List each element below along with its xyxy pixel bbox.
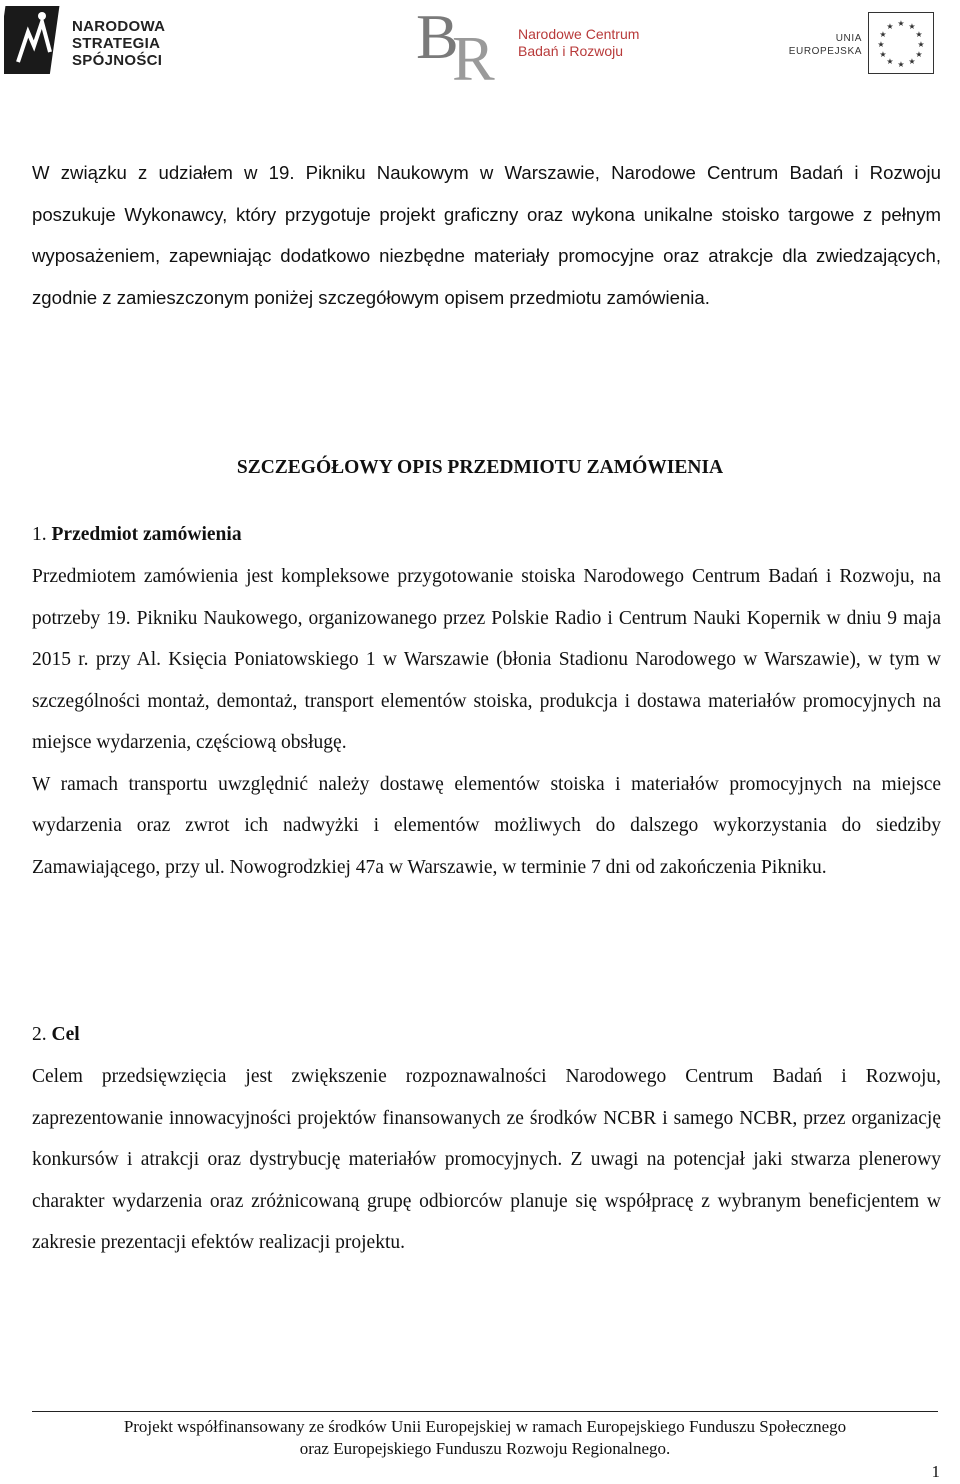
nss-emblem-icon xyxy=(4,2,68,80)
footer-divider xyxy=(32,1411,938,1412)
section-2-heading xyxy=(32,1014,941,1056)
svg-text:★: ★ xyxy=(917,40,925,49)
section-1-heading xyxy=(32,514,941,556)
eu-logo xyxy=(778,10,938,80)
svg-text:★: ★ xyxy=(915,50,923,59)
eu-line2: EUROPEJSKA xyxy=(788,46,862,57)
svg-text:★: ★ xyxy=(908,22,916,31)
section-2-title: Cel xyxy=(51,1024,80,1045)
svg-text:★: ★ xyxy=(879,50,887,59)
nss-logo xyxy=(4,2,184,82)
section-1-title: Przedmiot zamówienia xyxy=(51,524,242,545)
section-2 xyxy=(32,1014,941,1264)
section-1-number: 1. xyxy=(32,524,47,545)
nss-line1: NARODOWA xyxy=(72,18,166,35)
svg-text:★: ★ xyxy=(877,40,885,49)
eu-flag-icon xyxy=(868,12,934,74)
svg-text:★: ★ xyxy=(886,22,894,31)
svg-text:★: ★ xyxy=(886,57,894,66)
svg-text:★: ★ xyxy=(915,30,923,39)
svg-text:★: ★ xyxy=(897,60,905,69)
ncbr-br-icon xyxy=(412,0,512,86)
intro-block xyxy=(32,152,941,318)
ncbr-logo xyxy=(412,0,642,86)
ncbr-line1: Narodowe Centrum xyxy=(518,26,640,42)
section-2-paragraph-1: Celem przedsięwzięcia jest zwiększenie rozpoznawalności Narodowego Centrum Badań i Rozwoju, zaprezentowanie innowacyjności projektów finansowanych ze środków NCBR i samego NCBR, przez organizację konkursów i atrakcji oraz dystrybucję materiałów promocyjnych. Z uwagi na potencjał jaki stwarza plenerowy charakter wydarzenia oraz zróżnicowaną grupę odbiorców planuje się współpracę z wybranym beneficjentem w zakresie prezentacji efektów realizacji projektu. xyxy=(32,1066,941,1253)
svg-text:B: B xyxy=(416,1,459,72)
section-1 xyxy=(32,514,941,888)
intro-paragraph: W związku z udziałem w 19. Pikniku Naukowym w Warszawie, Narodowe Centrum Badań i Rozwoju poszukuje Wykonawcy, który przygotuje projekt graficzny oraz wykona unikalne stoisko targowe z pełnym wyposażeniem, zapewniając dodatkowo niezbędne materiały promocyjne oraz atrakcje dla zwiedzających, zgodnie z zamieszczonym poniżej szczegółowym opisem przedmiotu zamówienia. xyxy=(32,162,941,308)
ncbr-line2: Badań i Rozwoju xyxy=(518,43,624,59)
footer-line-1: Projekt współfinansowany ze środków Unii Europejskiej w ramach Europejskiego Funduszu Społecznego xyxy=(123,1417,847,1436)
section-2-number: 2. xyxy=(32,1024,47,1045)
svg-text:★: ★ xyxy=(897,19,905,28)
section-1-paragraph-2: W ramach transportu uwzględnić należy dostawę elementów stoiska i materiałów promocyjnych na miejsce wydarzenia oraz zwrot ich nadwyżki i elementów możliwych do dalszego wykorzystania do siedziby Zamawiającego, przy ul. Nowogrodzkiej 47a w Warszawie, w terminie 7 dni od zakończenia Pikniku. xyxy=(32,773,941,878)
svg-text:★: ★ xyxy=(879,30,887,39)
page-footer xyxy=(0,1416,960,1460)
section-1-paragraph-1: Przedmiotem zamówienia jest kompleksowe przygotowanie stoiska Narodowego Centrum Badań i Rozwoju, na potrzeby 19. Pikniku Naukowego, organizowanego przez Polskie Radio i Centrum Nauki Kopernik w dniu 9 maja 2015 r. przy Al. Księcia Poniatowskiego 1 w Warszawie (błonia Stadionu Narodowego w Warszawie), w tym w szczególności montaż, demontaż, transport elementów stoiska, produkcja i dostawa materiałów promocyjnych na miejsce wydarzenia, częściową obsługę. xyxy=(32,566,941,753)
svg-text:★: ★ xyxy=(908,57,916,66)
page-header xyxy=(0,0,960,90)
footer-line-2: oraz Europejskiego Funduszu Rozwoju Regionalnego. xyxy=(299,1439,671,1458)
eu-line1: UNIA xyxy=(835,33,862,44)
svg-text:R: R xyxy=(452,23,495,86)
document-title: SZCZEGÓŁOWY OPIS PRZEDMIOTU ZAMÓWIENIA xyxy=(236,457,724,478)
nss-line2: STRATEGIA SPÓJNOŚCI xyxy=(72,35,163,69)
page-number: 1 xyxy=(931,1462,940,1481)
